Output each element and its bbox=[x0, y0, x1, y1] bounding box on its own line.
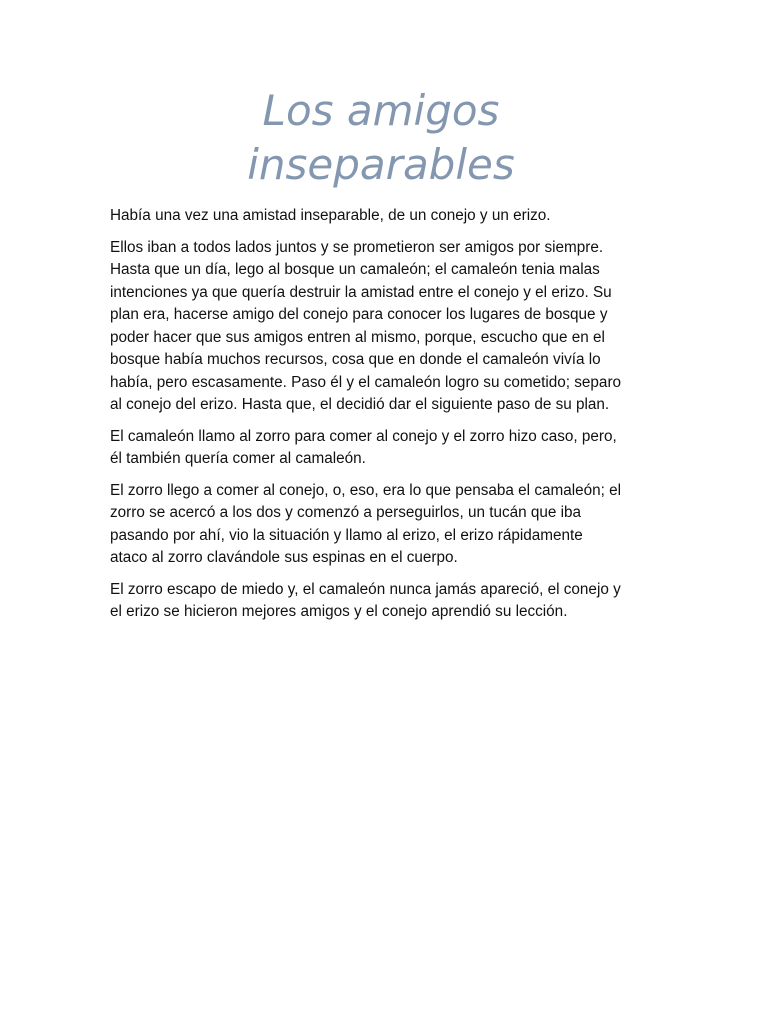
text-line: Hasta que un día, lego al bosque un camaleón; el camaleón tenia malas bbox=[110, 261, 600, 278]
title-line: Los amigos bbox=[262, 86, 500, 135]
paragraph-4 bbox=[110, 480, 658, 570]
document-body bbox=[110, 205, 658, 633]
text-line: El zorro llego a comer al conejo, o, eso, era lo que pensaba el camaleón; el bbox=[110, 481, 622, 499]
text-line: había, pero escasamente. Paso él y el camaleón logro su cometido; separo bbox=[110, 373, 622, 391]
text-line: zorro se acercó a los dos y comenzó a perseguirlos, un tucán que iba bbox=[110, 504, 582, 521]
paragraph-5 bbox=[110, 579, 658, 624]
text-line: Ellos iban a todos lados juntos y se prometieron ser amigos por siempre. bbox=[110, 238, 604, 256]
paragraph-2 bbox=[110, 237, 658, 417]
text-line: él también quería comer al camaleón. bbox=[110, 450, 366, 467]
text-line: bosque había muchos recursos, cosa que en donde el camaleón vivía lo bbox=[110, 351, 601, 368]
paragraph-3 bbox=[110, 426, 658, 471]
text-line: Había una vez una amistad inseparable, de un conejo y un erizo. bbox=[110, 207, 551, 224]
text-line: El zorro escapo de miedo y, el camaleón nunca jamás apareció, el conejo y bbox=[110, 580, 621, 598]
text-line: plan era, hacerse amigo del conejo para conocer los lugares de bosque y bbox=[110, 306, 608, 323]
text-line: intenciones ya que quería destruir la amistad entre el conejo y el erizo. Su bbox=[110, 283, 612, 301]
text-line: pasando por ahí, vio la situación y llamo al erizo, el erizo rápidamente bbox=[110, 526, 583, 544]
text-line: poder hacer que sus amigos entren al mismo, porque, escucho que en el bbox=[110, 328, 605, 346]
text-line: ataco al zorro clavándole sus espinas en el cuerpo. bbox=[110, 549, 458, 566]
text-line: el erizo se hicieron mejores amigos y el conejo aprendió su lección. bbox=[110, 603, 568, 620]
title-line: inseparables bbox=[247, 140, 515, 189]
paragraph-1 bbox=[110, 205, 658, 228]
document-title bbox=[110, 84, 652, 192]
text-line: al conejo del erizo. Hasta que, el decidió dar el siguiente paso de su plan. bbox=[110, 396, 610, 413]
text-line: El camaleón llamo al zorro para comer al conejo y el zorro hizo caso, pero, bbox=[110, 427, 617, 445]
